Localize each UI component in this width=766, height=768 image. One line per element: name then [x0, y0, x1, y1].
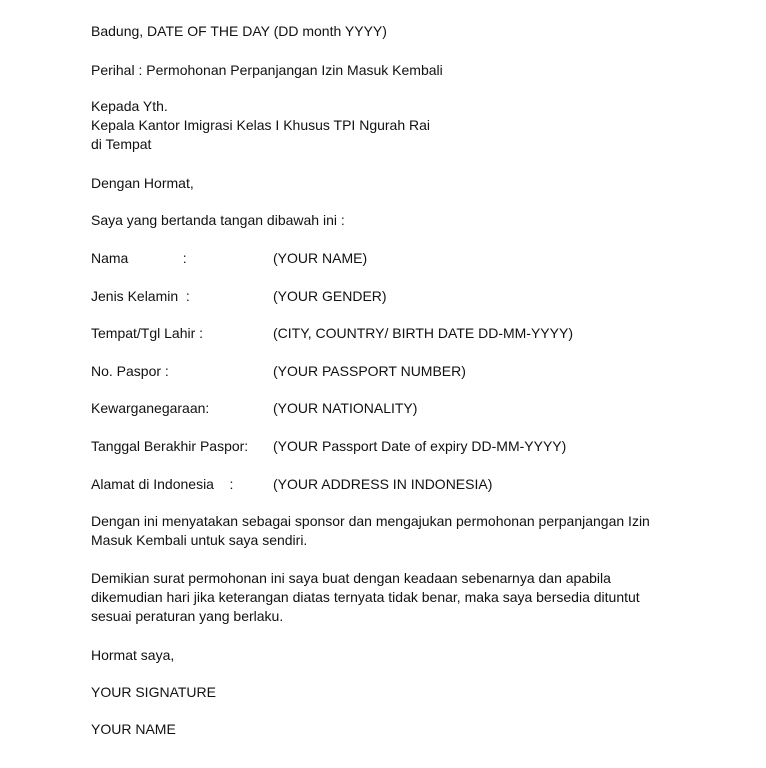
field-value: (CITY, COUNTRY/ BIRTH DATE DD-MM-YYYY) — [273, 325, 573, 341]
place-date: Badung, DATE OF THE DAY (DD month YYYY) — [91, 23, 387, 39]
intro-text: Saya yang bertanda tangan dibawah ini : — [91, 212, 345, 228]
field-label: Nama : — [91, 250, 187, 266]
field-row-tanggal-berakhir-paspor — [91, 436, 691, 456]
field-value: (YOUR ADDRESS IN INDONESIA) — [273, 476, 493, 492]
field-row-no-paspor — [91, 361, 691, 381]
subject-line: Perihal : Permohonan Perpanjangan Izin Masuk Kembali — [91, 62, 443, 78]
field-value: (YOUR Passport Date of expiry DD-MM-YYYY) — [273, 438, 567, 454]
recipient-block — [91, 97, 691, 154]
closing-line-2: dikemudian hari jika keterangan diatas ternyata tidak benar, maka saya bersedia dituntut — [91, 589, 640, 605]
field-row-nama — [91, 248, 691, 268]
closing-paragraph — [91, 569, 691, 626]
field-label: Alamat di Indonesia : — [91, 476, 234, 492]
recipient-line-3: di Tempat — [91, 136, 152, 152]
statement-paragraph — [91, 512, 691, 550]
field-value: (YOUR PASSPORT NUMBER) — [273, 363, 466, 379]
signature-placeholder: YOUR SIGNATURE — [91, 684, 216, 700]
greeting: Dengan Hormat, — [91, 175, 194, 191]
recipient-line-2: Kepala Kantor Imigrasi Kelas I Khusus TPI Ngurah Rai — [91, 117, 431, 133]
field-value: (YOUR NAME) — [273, 250, 368, 266]
closing-line-3: sesuai peraturan yang berlaku. — [91, 608, 284, 624]
field-row-jenis-kelamin — [91, 286, 691, 306]
field-row-alamat — [91, 474, 691, 494]
signer-name: YOUR NAME — [91, 721, 176, 737]
field-value: (YOUR NATIONALITY) — [273, 400, 418, 416]
field-label: Tanggal Berakhir Paspor: — [91, 438, 249, 454]
field-value: (YOUR GENDER) — [273, 288, 387, 304]
statement-line-2: Masuk Kembali untuk saya sendiri. — [91, 532, 308, 548]
statement-line-1: Dengan ini menyatakan sebagai sponsor dan mengajukan permohonan perpanjangan Izin — [91, 513, 650, 529]
field-row-tempat-tgl-lahir — [91, 323, 691, 343]
sign-off: Hormat saya, — [91, 647, 175, 663]
field-label: Tempat/Tgl Lahir : — [91, 325, 204, 341]
closing-line-1: Demikian surat permohonan ini saya buat dengan keadaan sebenarnya dan apabila — [91, 570, 611, 586]
field-label: No. Paspor : — [91, 363, 169, 379]
field-row-kewarganegaraan — [91, 398, 691, 418]
recipient-line-1: Kepada Yth. — [91, 98, 168, 114]
field-label: Jenis Kelamin : — [91, 288, 190, 304]
field-label: Kewarganegaraan: — [91, 400, 210, 416]
